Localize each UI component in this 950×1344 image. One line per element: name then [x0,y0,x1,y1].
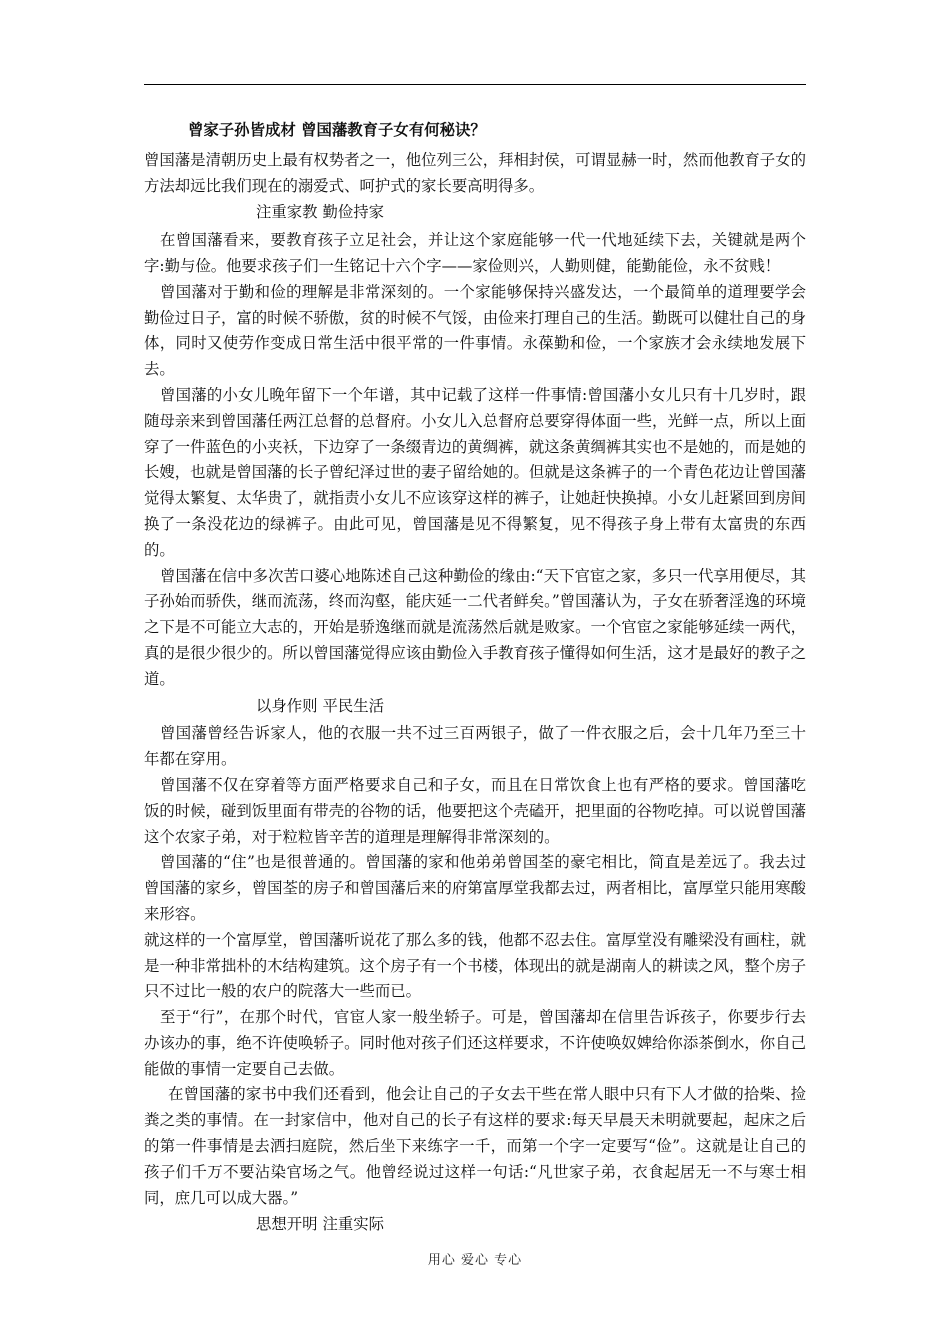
section-heading-diligence: 注重家教 勤俭持家 [256,203,385,222]
page-footer: 用心 爱心 专心 [427,1253,523,1268]
paragraph-intro: 曾国藩是清朝历史上最有权势者之一，他位列三公，拜相封侯，可谓显赫一时，然而他教育子女的方法却远比我们现在的溺爱式、呵护式的家长要高明得多。 [144,150,806,195]
paragraph: 在曾国藩看来，要教育孩子立足社会，并让这个家庭能够一代一代地延续下去，关键就是两个字:勤与俭。他要求孩子们一生铭记十六个字——家俭则兴，人勤则健，能勤能俭，永不贫贱！ [144,231,806,275]
header-rule [144,84,806,85]
paragraph: 就这样的一个富厚堂，曾国藩听说花了那么多的钱，他都不忍去住。富厚堂没有雕梁没有画柱，就是一种非常拙朴的木结构建筑。这个房子有一个书楼，体现出的就是湖南人的耕读之风，整个房子只不过比一般的农户的院落大一些而已。 [144,930,806,1001]
paragraph: 曾国藩在信中多次苦口婆心地陈述自己这种勤俭的缘由:“天下官宦之家，多只一代享用便尽，其子孙始而骄佚，继而流荡，终而沟壑，能庆延一二代者鲜矣。”曾国藩认为，子女在骄奢淫逸的环境之下是不可能立大志的，开始是骄逸继而就是流荡然后就是败家。一个官宦之家能够延续一两代，真的是很少很少的。所以曾国藩觉得应该由勤俭入手教育孩子懂得如何生活，这才是最好的教子之道。 [144,566,806,688]
section-heading-openness: 思想开明 注重实际 [256,1215,385,1234]
article-title: 曾家子孙皆成材 曾国藩教育子女有何秘诀？ [188,121,486,139]
section-heading-example: 以身作则 平民生活 [256,696,385,715]
paragraph: 至于“行”，在那个时代，官宦人家一般坐轿子。可是，曾国藩却在信里告诉孩子，你要步行去办该办的事，绝不许使唤轿子。同时他对孩子们还这样要求，不许使唤奴婢给你添茶倒水，你自己能做的事情一定要自己去做。 [144,1008,806,1078]
paragraph: 曾国藩对于勤和俭的理解是非常深刻的。一个家能够保持兴盛发达，一个最简单的道理要学会勤俭过日子，富的时候不骄傲，贫的时候不气馁，由俭来打理自己的生活。勤既可以健壮自己的身体，同时又使劳作变成日常生活中很平常的一件事情。永葆勤和俭，一个家族才会永续地发展下去。 [144,282,806,379]
paragraph: 曾国藩的“住”也是很普通的。曾国藩的家和他弟弟曾国荃的豪宅相比，简直是差远了。我去过曾国藩的家乡，曾国荃的房子和曾国藩后来的府第富厚堂我都去过，两者相比，富厚堂只能用寒酸来形容。 [144,853,806,923]
paragraph: 曾国藩的小女儿晚年留下一个年谱，其中记载了这样一件事情:曾国藩小女儿只有十几岁时，跟随母亲来到曾国藩任两江总督的总督府。小女儿入总督府总要穿得体面一些，光鲜一点，所以上面穿了一件蓝色的小夹袄，下边穿了一条缀青边的黄绸裤，就这条黄绸裤其实也不是她的，而是她的长嫂，也就是曾国藩的长子曾纪泽过世的妻子留给她的。但就是这条裤子的一个青色花边让曾国藩觉得太繁复、太华贵了，就指责小女儿不应该穿这样的裤子，让她赶快换掉。小女儿赶紧回到房间换了一条没花边的绿裤子。由此可见，曾国藩是见不得繁复，见不得孩子身上带有太富贵的东西的。 [144,385,806,559]
paragraph: 在曾国藩的家书中我们还看到，他会让自己的子女去干些在常人眼中只有下人才做的拾柴、捡粪之类的事情。在一封家信中，他对自己的长子有这样的要求:每天早晨天未明就要起，起床之后的第一件事情是去洒扫庭院，然后坐下来练字一千，而第一个字一定要写“俭”。这就是让自己的孩子们千万不要沾染官场之气。他曾经说过这样一句话:“凡世家子弟，衣食起居无一不与寒士相同，庶几可以成大器。” [144,1085,806,1207]
paragraph: 曾国藩不仅在穿着等方面严格要求自己和子女，而且在日常饮食上也有严格的要求。曾国藩吃饭的时候，碰到饭里面有带壳的谷物的话，他要把这个壳磕开，把里面的谷物吃掉。可以说曾国藩这个农家子弟，对于粒粒皆辛苦的道理是理解得非常深刻的。 [144,775,806,846]
article-body [144,118,806,1240]
paragraph: 曾国藩曾经告诉家人，他的衣服一共不过三百两银子，做了一件衣服之后，会十几年乃至三十年都在穿用。 [144,724,806,769]
